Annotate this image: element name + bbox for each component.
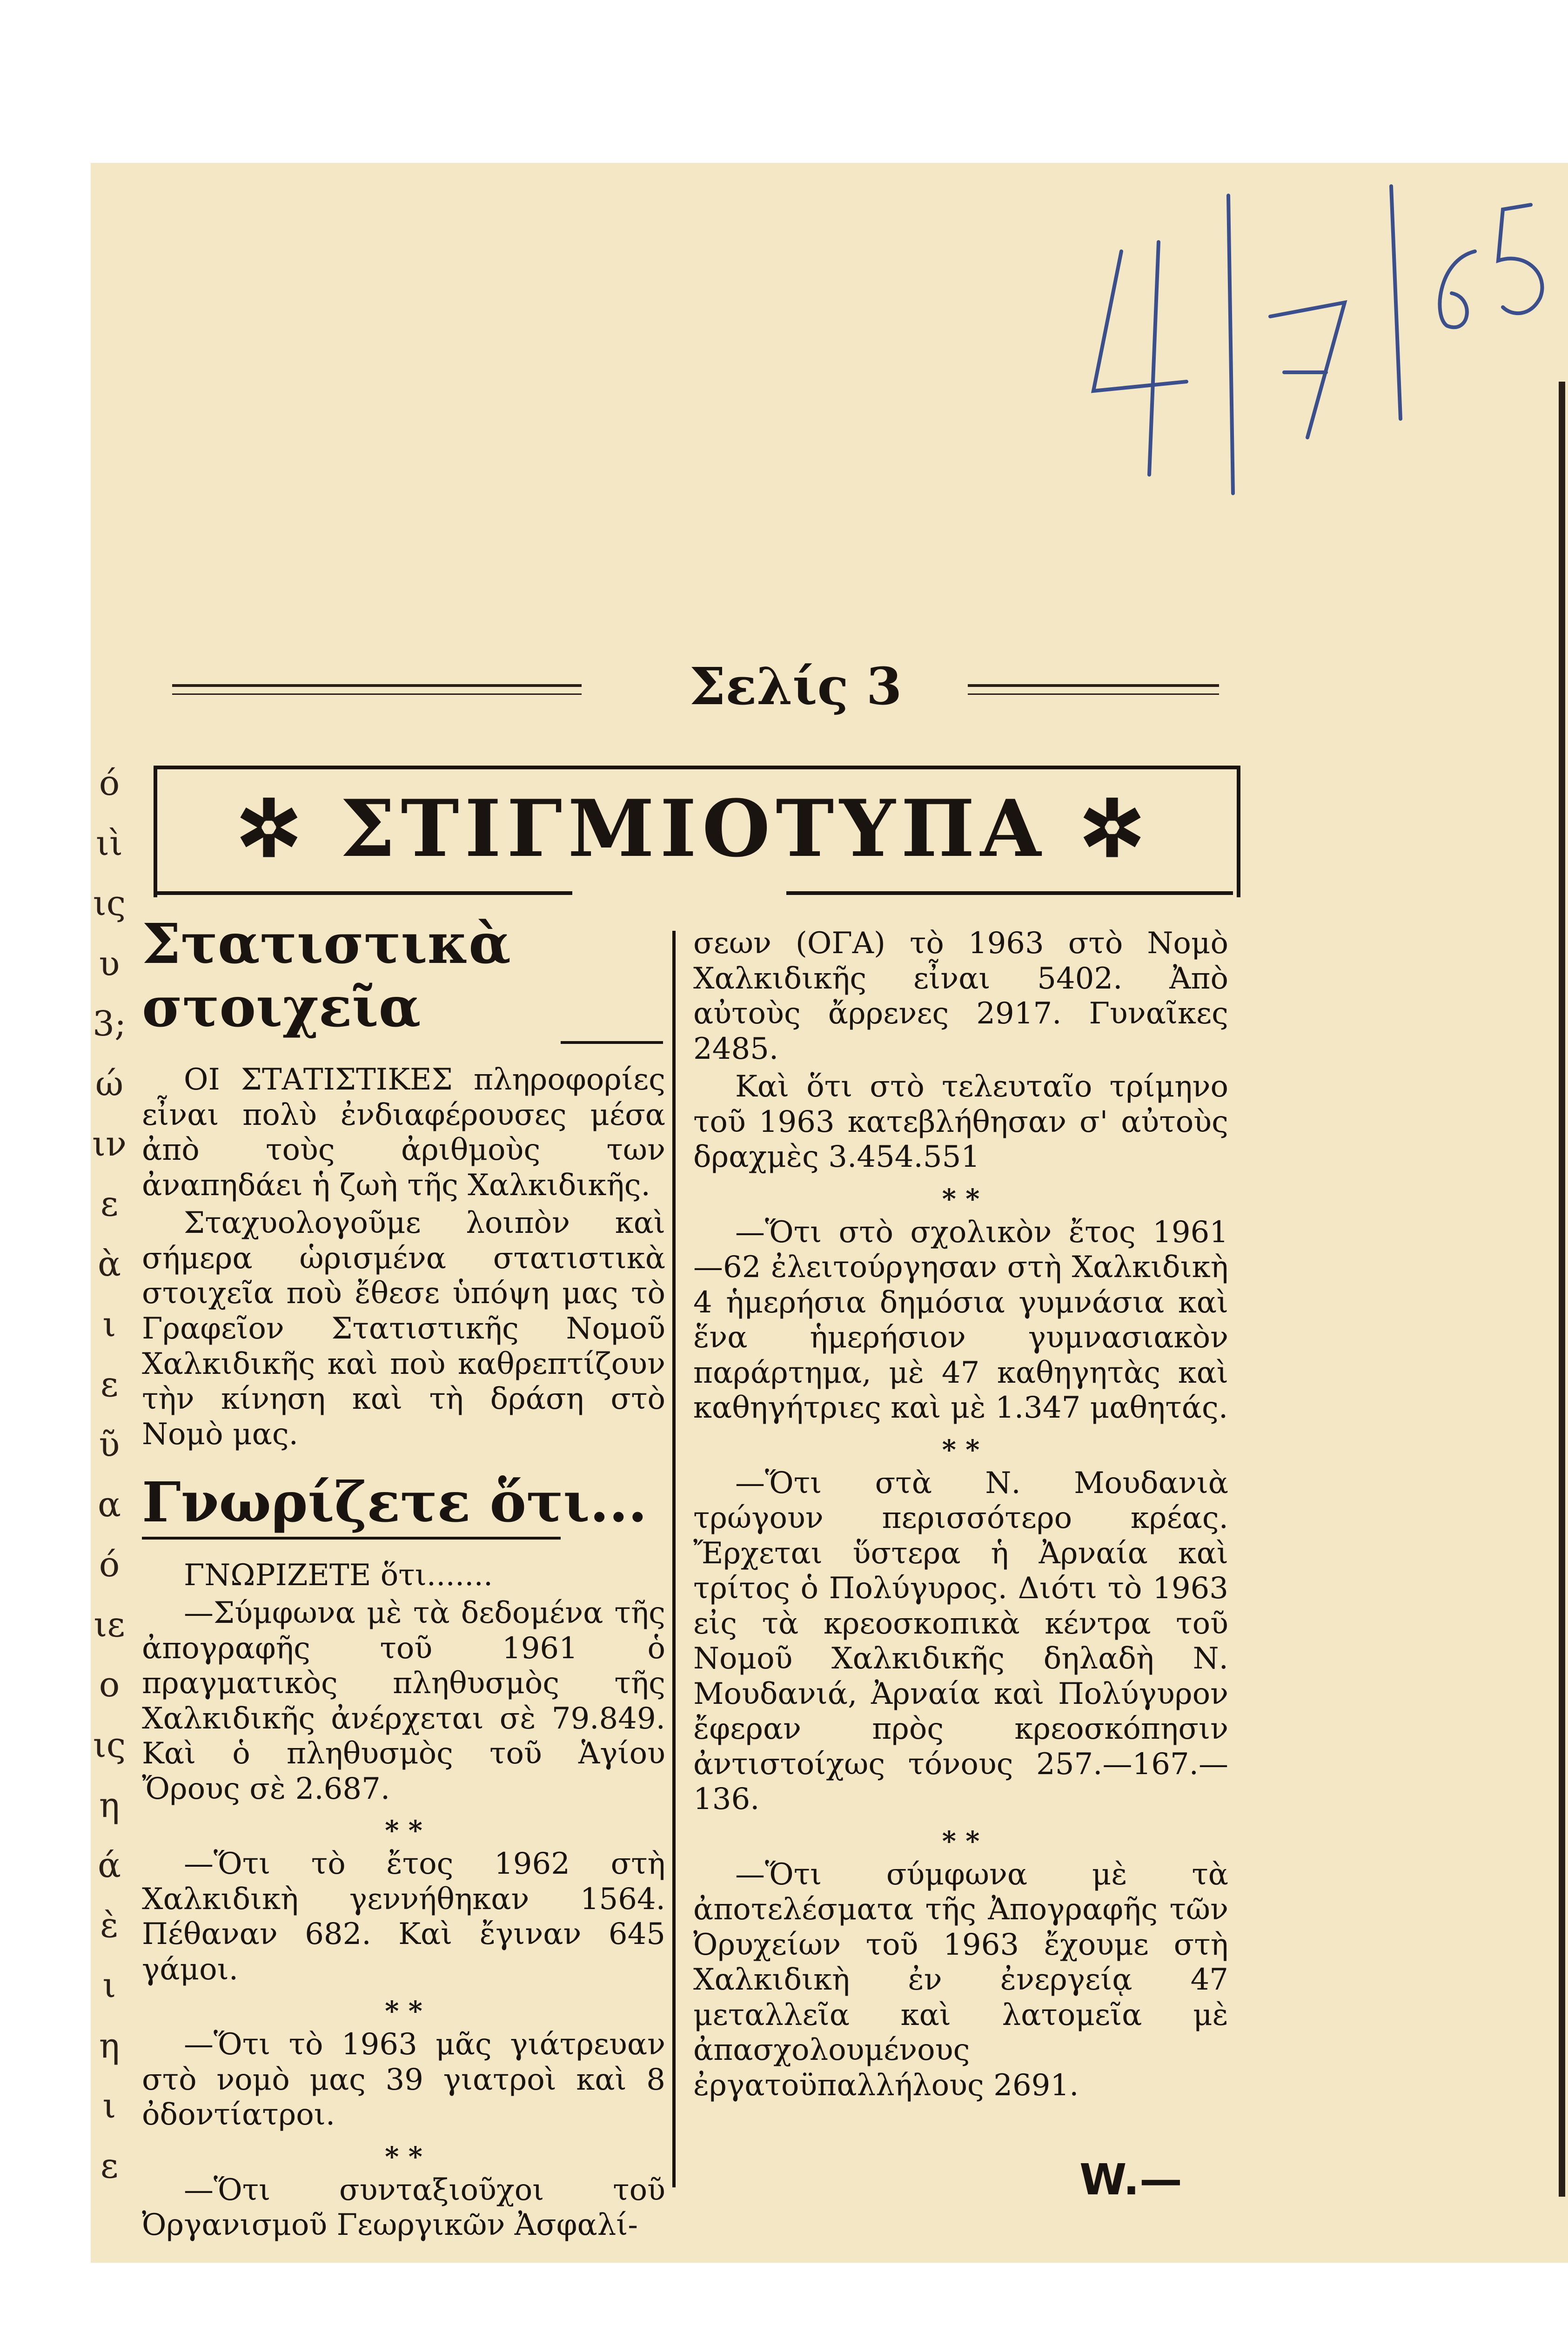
masthead-title: ✲ ΣΤΙΓΜΙΟΤΥΠΑ ✲ <box>236 782 1151 874</box>
article-paragraph: —Ὅτι τὸ 1963 μᾶς γιάτρευαν στὸ νομὸ μας 39 γιατροὶ καὶ 8 ὀδοντίατροι. <box>142 2027 665 2132</box>
article-paragraph: ΓΝΩΡΙΖΕΤΕ ὅτι....... <box>184 1558 493 1593</box>
margin-fragment: ι <box>102 1965 116 2005</box>
margin-fragment: ό <box>99 763 120 803</box>
article-paragraph: —Ὅτι στὰ Ν. Μουδανιὰ τρώγουν περισσότερο κρέας. Ἔρχεται ὕστερα ἡ Ἀρναία καὶ τρίτος ὁ Πολύγυρος. Διότι τὸ 1963 εἰς τὰ κρεοσκοπικὰ κέντρα τοῦ Νομοῦ Χαλκιδικῆς δηλαδὴ Ν. Μουδανιά, Ἀρναία καὶ Πολύγυρον ἔφεραν πρὸς κρεοσκόπησιν ἀντιστοίχως τόνους 257.—167.—136. <box>693 1466 1228 1817</box>
margin-fragment: ιε <box>94 1605 125 1645</box>
margin-fragment: ά <box>98 1845 121 1885</box>
column-divider <box>672 931 676 2187</box>
separator-stars: * * <box>385 2140 422 2172</box>
article-paragraph: —Ὅτι τὸ ἔτος 1962 στὴ Χαλκιδικὴ γεννήθηκαν 1564. Πέθαναν 682. Καὶ ἔγιναν 645 γάμοι. <box>142 1847 665 1987</box>
margin-fragment: ι <box>102 2086 116 2126</box>
separator-stars: * * <box>942 1825 980 1857</box>
section-heading-know: Γνωρίζετε ὅτι... <box>142 1470 647 1535</box>
margin-fragment: ε <box>100 1184 119 1224</box>
margin-fragment: 3; <box>92 1004 126 1044</box>
page-label: Σελίς 3 <box>689 656 902 716</box>
margin-fragment: ε <box>100 2146 119 2186</box>
margin-fragment: ιὶ <box>95 823 123 863</box>
margin-fragment: ῦ <box>99 1425 120 1465</box>
margin-fragment: ὲ <box>100 1905 119 1945</box>
masthead-rule-right <box>786 891 1233 895</box>
heading-underline <box>561 1041 663 1044</box>
margin-fragment: ις <box>93 1725 126 1765</box>
margin-fragment: ε <box>100 1365 119 1405</box>
margin-fragment: υ <box>99 944 120 984</box>
article-paragraph: Σταχυολογοῦμε λοιπὸν καὶ σήμερα ὡρισμένα στατιστικὰ στοιχεῖα ποὺ ἔθεσε ὑπόψη μας τὸ Γραφεῖον Στατιστικῆς Νομοῦ Χαλκιδικῆς καὶ ποὺ καθρεπτίζουν τὴν κίνηση καὶ τὴ δράση στὸ Νομὸ μας. <box>142 1206 665 1452</box>
left-column <box>142 912 665 2243</box>
margin-fragment: η <box>99 2026 120 2066</box>
margin-fragment: ώ <box>95 1064 124 1104</box>
header-rule-left <box>172 684 582 687</box>
article-paragraph: ΟΙ ΣΤΑΤΙΣΤΙΚΕΣ πληροφορίες εἶναι πολὺ ἐνδιαφέρουσες μέσα ἀπὸ τοὺς ἀριθμοὺς των ἀναπηδάει ἡ ζωὴ τῆς Χαλκιδικῆς. <box>142 1063 665 1203</box>
separator-stars: * * <box>385 1995 422 2027</box>
article-paragraph: —Ὅτι σύμφωνα μὲ τὰ ἀποτελέσματα τῆς Ἀπογραφῆς τῶν Ὀρυχείων τοῦ 1963 ἔχουμε στὴ Χαλκιδικὴ ἐν ἐνεργείᾳ 47 μεταλλεῖα καὶ λατομεῖα μὲ ἀπασχολουμένους ἐργατοϋπαλλήλους 2691. <box>693 1857 1228 2103</box>
header-rule-left-2 <box>172 693 582 695</box>
adjacent-column-fragments <box>91 763 128 2253</box>
article-paragraph: —Σύμφωνα μὲ τὰ δεδομένα τῆς ἀπογραφῆς τοῦ 1961 ὁ πραγματικὸς πληθυσμὸς τῆς Χαλκιδικῆς ἀνέρχεται σὲ 79.849. Καὶ ὁ πληθυσμὸς τοῦ Ἁγίου Ὄρους σὲ 2.687. <box>142 1596 665 1806</box>
separator-stars: * * <box>385 1815 422 1847</box>
handwritten-date <box>1065 177 1559 521</box>
clipping-edge-shadow <box>1559 382 1565 2197</box>
article-paragraph: Καὶ ὅτι στὸ τελευταῖο τρίμηνο τοῦ 1963 κατεβλήθησαν σ' αὐτοὺς δραχμὲς 3.454.551 <box>693 1069 1228 1175</box>
header-rule-right <box>968 684 1219 687</box>
margin-fragment: ιν <box>92 1124 127 1164</box>
separator-stars: * * <box>942 1433 980 1466</box>
margin-fragment: ι <box>102 1305 116 1345</box>
margin-fragment: ὰ <box>98 1244 121 1284</box>
author-signature: W.— <box>1079 2155 1182 2205</box>
margin-fragment: ις <box>93 883 126 923</box>
article-paragraph: —Ὅτι συνταξιοῦχοι τοῦ Ὀργανισμοῦ Γεωργικῶν Ἀσφαλί- <box>142 2172 665 2243</box>
margin-fragment: α <box>98 1485 121 1525</box>
separator-stars: * * <box>942 1183 980 1215</box>
margin-fragment: ο <box>99 1665 120 1705</box>
heading-underline <box>142 1537 561 1540</box>
article-paragraph: —Ὅτι στὸ σχολικὸν ἔτος 1961—62 ἐλειτούργησαν στὴ Χαλκιδικὴ 4 ἡμερήσια δημόσια γυμνάσια καὶ ἕνα ἡμερήσιον γυμνασιακὸν παράρτημα, μὲ 47 καθηγητὰς καὶ καθηγήτριες καὶ μὲ 1.347 μαθητάς. <box>693 1215 1228 1426</box>
section-heading-statistics: Στατιστικὰ στοιχεῖα <box>142 911 511 1039</box>
margin-fragment: η <box>99 1785 120 1825</box>
right-column <box>693 926 1228 2103</box>
masthead-rule-left <box>154 891 572 895</box>
header-rule-right-2 <box>968 693 1219 695</box>
margin-fragment: ό <box>99 1545 120 1585</box>
article-paragraph: σεων (ΟΓΑ) τὸ 1963 στὸ Νομὸ Χαλκιδικῆς εἶναι 5402. Ἀπὸ αὐτοὺς ἄρρενες 2917. Γυναῖκες 2485. <box>693 926 1228 1066</box>
